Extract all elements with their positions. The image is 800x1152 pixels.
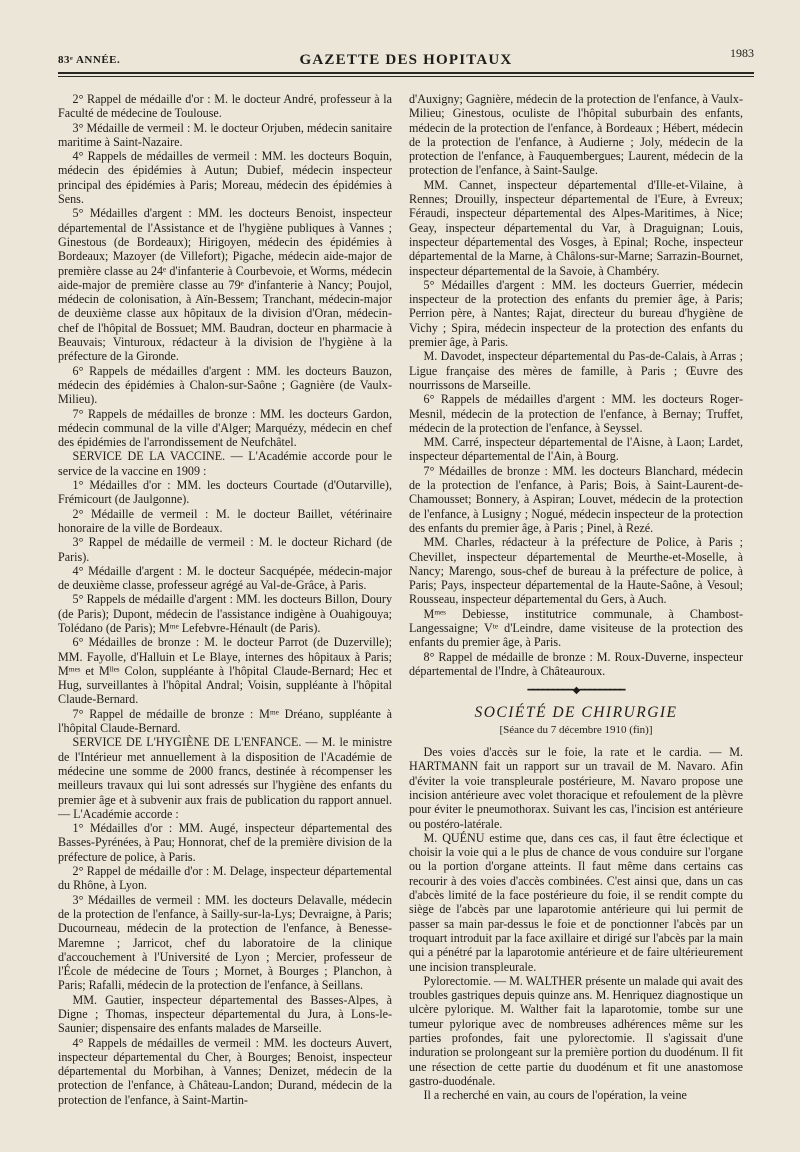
paragraph: Mᵐᵉˢ Debiesse, institutrice communale, à Chambost-Langessaigne; Vᵗᵉ d'Leindre, dame visiteuse de la protection des enfants du premier âge, à Paris.	[409, 606, 743, 650]
paragraph: 2° Rappel de médaille d'or : M. Delage, inspecteur départemental du Rhône, à Lyon.	[58, 864, 392, 893]
paragraph: 5° Médailles d'argent : MM. les docteurs Guerrier, médecin inspecteur de la protection des enfants du premier âge, à Paris; Perrion père, à Nantes; Rajat, directeur du bureau d'hygiène de Vichy ; Spira, médecin inspecteur de la protection des enfants du premier âge, à Paris.	[409, 277, 743, 350]
paragraph: MM. Charles, rédacteur à la préfecture de Police, à Paris ; Chevillet, inspecteur départemental de Meurthe-et-Moselle, à Nancy; Marengo, sous-chef de bureau à la préfecture de police, à Paris; Pays, inspecteur départemental de la Haute-Saône, à Vesoul; Rousseau, inspecteur départemental du Gers, à Auch.	[409, 535, 743, 607]
paragraph: 5° Médailles d'argent : MM. les docteurs Benoist, inspecteur départemental de l'Assistance et de l'hygiène publiques à Vannes ; Ginestous (de Bordeaux); Hirigoyen, médecin des épidémies à Bordeaux; Mazoyer (de Villefort); Pigache, médecin aide-major de première classe au 24ᵉ d'infanterie à Courbevoie, et Worms, médecin aide-major de première classe au 79ᵉ d'infanterie à Nancy; Poujol, médecin de colonisation, à Aïn-Bessem; Tranchant, médecin-major de deuxième classe aux hôpitaux de la division d'Oran, médecin-chef de l'hôpital de Bossuet; MM. Baudran, docteur en pharmacie à Beauvais; Vinturoux, rédacteur à la division de l'hygiène à la préfecture de la Gironde.	[58, 206, 392, 364]
volume-label: 83ᵉ ANNÉE.	[58, 54, 121, 66]
paragraph: SERVICE DE LA VACCINE. — L'Académie accorde pour le service de la vaccine en 1909 :	[58, 449, 392, 478]
paragraph: MM. Carré, inspecteur départemental de l'Aisne, à Laon; Lardet, inspecteur départemental de l'Ain, à Bourg.	[409, 435, 743, 464]
paragraph: 3° Médaille de vermeil : M. le docteur Orjuben, médecin sanitaire maritime à Saint-Nazaire.	[58, 120, 392, 149]
paragraph: d'Auxigny; Gagnière, médecin de la protection de l'enfance, à Vaulx-Milieu; Ginestous, oculiste de l'hôpital suburbain des enfants, médecin de la protection de l'enfance, à Bordeaux ; Hébert, médecin de la protection de l'enfance, à Audierne ; Joly, médecin de la protection de l'enfance, à Fauquembergues; Laurent, médecin de la protection de l'enfance, à Saint-Saulge.	[409, 92, 743, 178]
paragraph: 6° Médailles de bronze : M. le docteur Parrot (de Duzerville); MM. Fayolle, d'Halluin et Le Blaye, internes des hôpitaux à Paris; Mᵐᵉˢ et Mˡˡᵉˢ Colon, suppléante à l'hôpital Claude-Bernard; Hec et Hug, surveillantes à l'hôpital Andral; Voisin, suppléante à l'hôpital Claude-Bernard.	[58, 635, 392, 707]
paragraph: 4° Rappels de médailles de vermeil : MM. les docteurs Auvert, inspecteur départemental du Cher, à Bourges; Benoist, inspecteur départemental du Morbihan, à Vannes; Denizet, médecin de la protection de l'enfance, à Château-Landon; Durand, médecin de la protection de l'enfance, à Saint-Martin-	[58, 1035, 392, 1107]
paragraph: 8° Rappel de médaille de bronze : M. Roux-Duverne, inspecteur départemental de l'Indre, à Châteauroux.	[409, 649, 743, 678]
paragraph: 3° Rappel de médaille de vermeil : M. le docteur Richard (de Paris).	[58, 535, 392, 564]
paragraph: 3° Médailles de vermeil : MM. les docteurs Delavalle, médecin de la protection de l'enfance, à Sailly-sur-la-Lys; Devraigne, à Paris; Ducourneau, médecin de la protection de l'enfance, à Benesse-Maremne ; Jarricot, chef du laboratoire de la clinique d'accouchement à l'Université de Lyon ; Mercier, professeur de l'École de médecine de Tours ; Mornet, à Bourges ; Planchon, à Paris; Rafalli, médecin de la protection de l'enfance, à Seillans.	[58, 892, 392, 993]
paragraph: 1° Médailles d'or : MM. Augé, inspecteur départemental des Basses-Pyrénées, à Pau; Honnorat, chef de la première division de la préfecture de police, à Paris.	[58, 821, 392, 864]
paragraph: Des voies d'accès sur le foie, la rate et le cardia. — M. HARTMANN fait un rapport sur un travail de M. Navaro. Afin d'éviter la voie transpleurale postérieure, M. Navaro propose une incision antérieure avec volet thoracique et refoulement de la plèvre pour éviter le pneumothorax. Suivant les cas, l'incision est antérieure ou postéro-latérale.	[409, 745, 743, 831]
paragraph: 6° Rappels de médailles d'argent : MM. les docteurs Roger-Mesnil, médecin de la protection de l'enfance, à Bernay; Truffet, médecin de la protection de l'enfance, à Seyssel.	[409, 392, 743, 435]
ornament-divider: ━━━━━━━━━◆━━━━━━━━━	[527, 685, 625, 697]
paragraph: 4° Rappels de médailles de vermeil : MM. les docteurs Boquin, médecin des épidémies à Autun; Dubief, médecin inspecteur principal des épidémies à Paris; Moreau, médecin des épidémies à Sens.	[58, 149, 392, 207]
header-rule	[58, 72, 754, 74]
left-column	[58, 92, 392, 1107]
paragraph: 1° Médailles d'or : MM. les docteurs Courtade (d'Outarville), Frémicourt (de Jaulgonne).	[58, 478, 392, 507]
paragraph: 4° Médaille d'argent : M. le docteur Sacquépée, médecin-major de deuxième classe, professeur agrégé au Val-de-Grâce, à Paris.	[58, 563, 392, 593]
paragraph: MM. Cannet, inspecteur départemental d'Ille-et-Vilaine, à Rennes; Drouilly, inspecteur départemental de l'Eure, à Evreux; Féraudi, inspecteur départemental des Alpes-Maritimes, à Nice; Geay, inspecteur départemental du Var, à Draguignan; Louis, inspecteur départemental des Vosges, à Epinal; Roche, inspecteur départemental de la Marne, à Châlons-sur-Marne; Sarrazin-Bournet, inspecteur départemental de la Savoie, à Chambéry.	[409, 177, 743, 278]
paragraph: 5° Rappels de médaille d'argent : MM. les docteurs Billon, Doury (de Paris); Dupont, médecin de l'assistance indigène à Ouahigouya; Tolédano (de Paris); Mᵐᵉ Lefebvre-Hénault (de Paris).	[58, 592, 392, 635]
paragraph: 7° Rappel de médaille de bronze : Mᵐᵉ Dréano, suppléante à l'hôpital Claude-Bernard.	[58, 706, 392, 736]
paragraph: 7° Médailles de bronze : MM. les docteurs Blanchard, médecin de la protection de l'enfance, à Paris; Bois, à Saint-Laurent-de-Chamousset; Bonnery, à Aspiran; Louvet, médecin de la protection de l'enfance, à Lusigny ; Nogué, médecin inspecteur de la protection des enfants du premier âge, à Paris ; Pinel, à Rezé.	[409, 463, 743, 535]
section-title: SOCIÉTÉ DE CHIRURGIE	[474, 704, 678, 722]
journal-title: GAZETTE DES HOPITAUX	[299, 52, 513, 68]
header-rule-thin	[58, 76, 754, 77]
paragraph: SERVICE DE L'HYGIÈNE DE L'ENFANCE. — M. le ministre de l'Intérieur met annuellement à la disposition de l'Académie de médecine une somme de 2000 francs, destinée à récompenser les meilleurs travaux qui lui sont adressés sur l'hygiène des enfants du premier âge et à subvenir aux frais de publication du rapport annuel. — L'Académie accorde :	[58, 735, 392, 821]
paragraph: Il a recherché en vain, au cours de l'opération, la veine	[423, 1088, 687, 1103]
paragraph: 7° Rappels de médailles de bronze : MM. les docteurs Gardon, médecin communal de la ville d'Alger; Marquézy, médecin en chef des épidémies de l'arrondissement de Neufchâtel.	[58, 406, 392, 450]
right-column	[409, 92, 743, 1102]
paragraph: M. QUÉNU estime que, dans ces cas, il faut être éclectique et choisir la voie qui a le plus de chance de vous conduire sur l'organe ou la portion d'organe atteints. Il faut même dans certains cas recourir à des voies d'accès combinées. C'est ainsi que, dans un cas d'abcès limité de la face postérieure du foie, il se rendit compte du siège de l'abcès par une laparotomie antérieure qui lui permit de passer sa main par-dessus le foie et de ponctionner l'abcès par un troquart introduit par la face axillaire et dirigé sur l'abcès par la main qui a pénétré par la laparotomie antérieure et de faire ultérieurement une incision transpleurale.	[409, 830, 743, 974]
page-header	[58, 40, 754, 70]
page-number: 1983	[730, 46, 754, 60]
paragraph: 2° Médaille de vermeil : M. le docteur Baillet, vétérinaire honoraire de la ville de Bordeaux.	[58, 506, 392, 535]
section-subtitle: [Séance du 7 décembre 1910 (fin)]	[499, 723, 653, 736]
paragraph: MM. Gautier, inspecteur départemental des Basses-Alpes, à Digne ; Thomas, inspecteur départemental du Jura, à Lons-le-Saunier; dispensaire des enfants malades de Marseille.	[58, 992, 392, 1036]
paragraph: 6° Rappels de médailles d'argent : MM. les docteurs Bauzon, médecin des épidémies à Chalon-sur-Saône ; Gagnière (de Vaulx-Milieu).	[58, 363, 392, 407]
paragraph: Pylorectomie. — M. WALTHER présente un malade qui avait des troubles gastriques depuis quinze ans. M. Henriquez diagnostique un ulcère pylorique. M. Walther fait la laparotomie, tombe sur une tumeur pylorique avec de nombreuses adhérences même sur les parties profondes, fait une pylorectomie. Il s'agissait d'une induration se prolongeant sur la première portion du duodénum. Il fit une résection de cette partie du duodénum et fit une anastomose gastro-duodénale.	[409, 973, 743, 1088]
paragraph: M. Davodet, inspecteur départemental du Pas-de-Calais, à Arras ; Ligue française des mères de famille, à Paris ; Œuvre des nourrissons de Marseille.	[409, 349, 743, 392]
paragraph: 2° Rappel de médaille d'or : M. le docteur André, professeur à la Faculté de médecine de Toulouse.	[58, 92, 392, 121]
